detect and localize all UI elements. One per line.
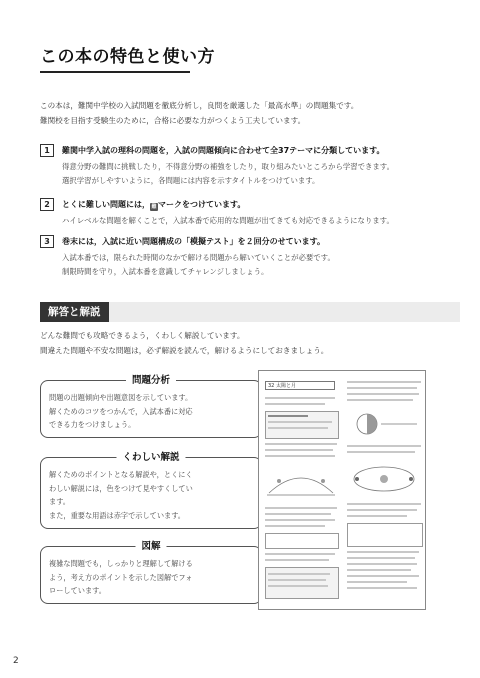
feature-number: 2	[40, 198, 54, 211]
callout-title: 図解	[135, 538, 166, 552]
feature-heading: 難関中学入試の理科の問題を，入試の問題傾向に合わせて全37テーマに分類しています。	[62, 146, 385, 155]
callout-line: ローしています。	[49, 586, 106, 595]
feature-body-line: 入試本番では，限られた時間のなかで解ける問題から解いていくことが必要です。	[62, 253, 335, 262]
feature-body-line: 制限時間を守り，入試本番を意識してチャレンジしましょう。	[62, 267, 269, 276]
callout-text	[41, 381, 261, 438]
feature-body-line: ハイレベルな問題を解くことで，入試本番で応用的な問題が出てきても対応できるようになります。	[62, 216, 394, 225]
feature-number: 1	[40, 144, 54, 157]
feature-number: 3	[40, 235, 54, 248]
section-label: 解答と解説	[40, 302, 109, 322]
callout-line: 解くためのポイントとなる解説や，とくにく	[49, 470, 193, 479]
callout-illustration	[40, 541, 262, 604]
callout-text	[41, 458, 261, 528]
callout-text	[41, 547, 261, 604]
intro-line-2: 難関校を目指す受験生のために，合格に必要な力がつくよう工夫しています。	[40, 116, 306, 125]
feature-heading-before: とくに難しい問題には，	[62, 200, 150, 209]
feature-body-line: 選択学習がしやすいように，各問題には内容を示すタイトルをつけています。	[62, 176, 320, 185]
sample-diagram	[347, 459, 421, 499]
feature-heading: 巻末には，入試に近い問題構成の「模擬テスト」を２回分のせています。	[62, 237, 326, 246]
callout-line: よう，考え方のポイントを示した図解でフォ	[49, 572, 193, 582]
section-intro-line-1: どんな難問でも攻略できるよう，くわしく解説しています。	[40, 331, 245, 340]
callout-detailed-explanation	[40, 452, 262, 529]
page-title: この本の特色と使い方	[40, 47, 215, 67]
difficult-mark-icon: 難	[151, 204, 157, 210]
callout-line: 解くためのコツをつかんで，入試本番に対応	[49, 406, 193, 416]
page-number: 2	[13, 656, 19, 666]
callout-line: また，重要な用語は赤字で示しています。	[49, 510, 185, 520]
sample-unit-heading	[265, 381, 335, 390]
feature-body-line: 得意分野の難問に挑戦したり，不得意分野の補強をしたり，取り組みたいところから学習できます。	[62, 162, 394, 171]
sample-diagram	[265, 463, 337, 503]
sample-diagram	[347, 407, 421, 441]
sample-page-thumbnail	[258, 370, 426, 610]
callout-line: できる力をつけましょう。	[49, 420, 136, 429]
callout-line: 複雑な問題でも，しっかりと理解して解ける	[49, 559, 193, 568]
callout-problem-analysis	[40, 375, 262, 438]
callout-title: 問題分析	[126, 372, 176, 386]
callout-line: 問題の出題傾向や出題意図を示しています。	[49, 393, 193, 402]
callout-line: ます。	[49, 497, 70, 506]
section-intro-line-2: 間違えた問題や不安な問題は，必ず解説を読んで，解けるようにしておきましょう。	[40, 346, 329, 355]
sample-unit-number: 32	[268, 383, 275, 389]
intro-line-1: この本は，難関中学校の入試問題を徹底分析し，良問を厳選した「最高水準」の問題集です。	[40, 101, 359, 110]
callout-title: くわしい解説	[116, 449, 185, 463]
callout-line: わしい解説には，色をつけて見やすくしてい	[49, 483, 193, 493]
sample-unit-title: 太陽と月	[275, 383, 296, 389]
feature-heading-after: マークをつけています。	[158, 200, 246, 209]
